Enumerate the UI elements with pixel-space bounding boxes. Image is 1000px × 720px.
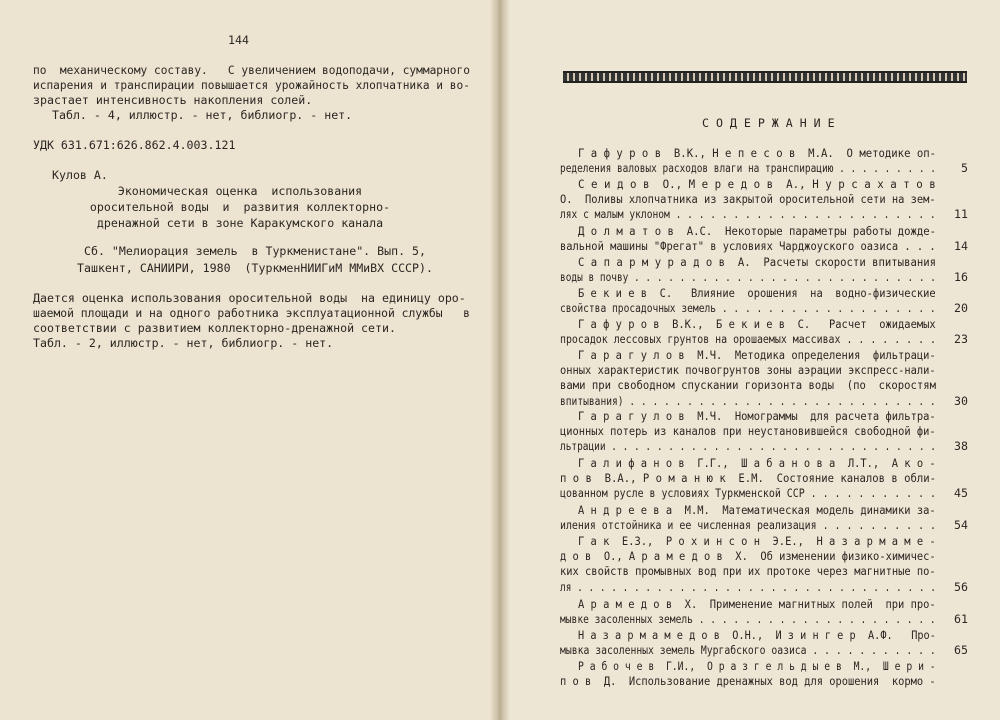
page-number: 144: [228, 33, 249, 47]
toc-entry-line: мывка засоленных земель Мургабского оазиса . . . . . . . . . . .: [560, 643, 936, 658]
contents-heading: С О Д Е Р Ж А Н И Е: [702, 116, 835, 130]
title-line: Экономическая оценка использования: [117, 184, 363, 198]
toc-entry-line: д о в О., А р а м е д о в Х. Об изменении физико-химичес-: [560, 549, 936, 564]
toc-page-number: 61: [954, 612, 968, 627]
title-line: дренажной сети в зоне Каракумского канала: [96, 216, 384, 230]
toc-entry-line: впитывания) . . . . . . . . . . . . . . . . . . . . . . . . . . .: [560, 393, 936, 408]
toc-entry-line: п о в Д. Использование дренажных вод для орошения кормо -: [560, 674, 936, 689]
toc-page-number: 38: [954, 439, 968, 454]
decorative-rule: [563, 71, 967, 83]
toc-entry-authors: Р а б о ч е в Г.И., О р а з г е л ь д ы е в М., Ш е р и -: [578, 659, 936, 673]
toc-page-number: 30: [954, 393, 968, 408]
abstract-tables: Табл. - 4, иллюстр. - нет, библиогр. - нет.: [52, 108, 353, 122]
toc-entry-line: иления отстойника и ее численная реализация . . . . . . . . . .: [560, 518, 936, 533]
toc-entry-authors: Д о л м а т о в А.С. Некоторые параметры работы дожде-: [578, 224, 937, 238]
abstract-tables: Табл. - 2, иллюстр. - нет, библиогр. - нет.: [33, 336, 334, 350]
toc-entry-authors: Н а з а р м а м е д о в О.Н., И з и н г е р А.Ф. Про-: [578, 628, 936, 642]
toc-entry-line: вальной машины "Фрегат" в условиях Чарджоуского оазиса . . .: [560, 239, 936, 254]
toc-entry-authors: Б е к и е в С. Влияние орошения на водно-физические: [578, 286, 936, 300]
abstract-line: Дается оценка использования оросительной воды на единицу оро-: [33, 291, 466, 305]
toc-page-number: 16: [954, 270, 968, 285]
toc-page-number: 20: [954, 301, 968, 316]
toc-entry-authors: Г а л и ф а н о в Г.Г., Ш а б а н о в а Л.Т., А к о -: [578, 456, 936, 470]
toc-entry-line: мывке засоленных земель . . . . . . . . . . . . . . . . . . . . .: [560, 612, 936, 627]
toc-entry-authors: С а п а р м у р а д о в А. Расчеты скорости впитывания: [578, 255, 937, 269]
toc-entry-authors: Г а к Е.З., Р о х и н с о н Э.Е., Н а з а р м а м е -: [578, 534, 936, 548]
toc-page-number: 23: [954, 332, 968, 347]
toc-entry-line: льтрации . . . . . . . . . . . . . . . . . . . . . . . . . . . . .: [560, 439, 936, 454]
toc-entry-line: свойства просадочных земель . . . . . . . . . . . . . . . . . . .: [560, 301, 936, 316]
toc-entry-authors: А р а м е д о в Х. Применение магнитных полей при про-: [578, 597, 936, 611]
toc-entry-line: лях с малым уклоном . . . . . . . . . . . . . . . . . . . . . . .: [560, 207, 936, 222]
toc-entry-line: ких свойств промывных вод при их протоке через магнитные по-: [560, 564, 936, 579]
abstract-line: по механическому составу. С увеличением водоподачи, суммарного: [33, 63, 470, 77]
toc-page-number: 65: [954, 643, 968, 658]
toc-entry-authors: Г а ф у р о в В.К., Н е п е с о в М.А. О методике оп-: [578, 146, 937, 160]
toc-entry-line: цованном русле в условиях Туркменской ССР . . . . . . . . . . .: [560, 486, 936, 501]
toc-entry-authors: Г а р а г у л о в М.Ч. Методика определения фильтраци-: [578, 348, 936, 362]
toc-entry-authors: С е и д о в О., М е р е д о в А., Н у р с а х а т о в: [578, 177, 936, 191]
toc-page-number: 14: [954, 239, 968, 254]
source-line: Ташкент, САНИИРИ, 1980 (ТуркменНИИГиМ ММиВХ СССР).: [77, 261, 433, 275]
toc-page-number: 54: [954, 518, 968, 533]
toc-page-number: 11: [954, 207, 968, 222]
abstract-line: испарения и транспирации повышается урожайность хлопчатника и во-: [33, 78, 470, 92]
toc-entry-line: воды в почву . . . . . . . . . . . . . . . . . . . . . . . . . . .: [560, 270, 936, 285]
abstract-line: зрастает интенсивность накопления солей.: [33, 93, 313, 107]
toc-entry-authors: Г а р а г у л о в М.Ч. Номограммы для расчета фильтра-: [578, 409, 936, 423]
toc-entry-line: ционных потерь из каналов при неустановившейся свободной фи-: [560, 424, 936, 439]
toc-entry-line: ля . . . . . . . . . . . . . . . . . . . . . . . . . . . . . . . .: [560, 579, 936, 594]
source-line: Сб. "Мелиорация земель в Туркменистане". Вып. 5,: [83, 244, 427, 258]
author: Кулов А.: [52, 168, 108, 182]
udk-code: УДК 631.671:626.862.4.003.121: [33, 138, 236, 152]
toc-entry-line: просадок лессовых грунтов на орошаемых массивах . . . . . . . .: [560, 332, 936, 347]
book-gutter: [490, 0, 510, 720]
toc-page-number: 45: [954, 486, 968, 501]
toc-entry-line: О. Поливы хлопчатника из закрытой оросительной сети на зем-: [560, 192, 936, 207]
toc-entry-authors: А н д р е е в а М.М. Математическая модель динамики за-: [578, 503, 936, 517]
title-line: оросительной воды и развития коллекторно-: [89, 200, 391, 214]
toc-page-number: 56: [954, 579, 968, 594]
abstract-line: шаемой площади и на одного работника эксплуатационной службы в: [33, 306, 470, 320]
toc-entry-line: ределения валовых расходов влаги на транспирацию . . . . . . . . .: [560, 161, 936, 176]
toc-entry-line: вами при свободном спускании горизонта воды (по скоростям: [560, 378, 936, 393]
toc-page-number: 5: [961, 161, 968, 176]
abstract-line: соответствии с развитием коллекторно-дренажной сети.: [33, 321, 396, 335]
toc-entry-line: онных характеристик почвогрунтов зоны аэрации экспресс-нали-: [560, 363, 936, 378]
toc-entry-line: п о в В.А., Р о м а н ю к Е.М. Состояние каналов в обли-: [560, 471, 936, 486]
toc-entry-authors: Г а ф у р о в В.К., Б е к и е в С. Расчет ожидаемых: [578, 317, 936, 331]
